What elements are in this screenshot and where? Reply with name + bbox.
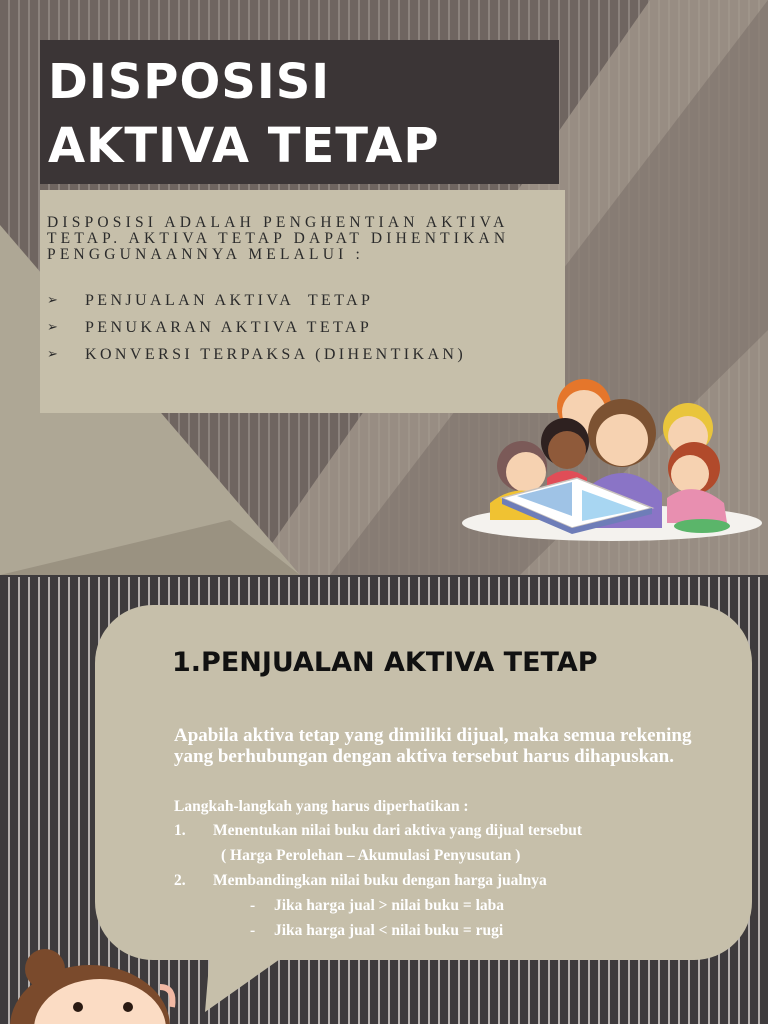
title-box [40, 40, 559, 184]
dash-bullet: - [250, 897, 256, 914]
children-reading-illustration-icon [462, 378, 768, 548]
arrow-bullet-icon: ➢ [47, 293, 58, 308]
definition-text: DISPOSISI ADALAH PENGHENTIAN AKTIVA TETAP. AKTIVA TETAP DAPAT DIHENTIKAN PENGGUNAANNYA MELALUI : [47, 214, 510, 263]
list-item-label: PENJUALAN AKTIVA TETAP [85, 292, 374, 309]
step-number: 1. [174, 822, 186, 839]
rule-loss: Jika harga jual < nilai buku = rugi [274, 922, 504, 939]
dash-bullet: - [250, 922, 256, 939]
speech-bubble [95, 605, 752, 960]
method-list [47, 287, 565, 368]
list-item-label: KONVERSI TERPAKSA (DIHENTIKAN) [85, 346, 467, 363]
section-heading: 1.PENJUALAN AKTIVA TETAP [172, 647, 598, 678]
title-line-1: DISPOSISI [48, 54, 331, 110]
steps-title: Langkah-langkah yang harus diperhatikan : [174, 798, 469, 815]
list-item [47, 287, 565, 314]
arrow-bullet-icon: ➢ [47, 347, 58, 362]
rule-profit: Jika harga jual > nilai buku = laba [274, 897, 505, 914]
list-item-label: PENUKARAN AKTIVA TETAP [85, 319, 373, 336]
slide-title [48, 50, 559, 178]
step-text: Membandingkan nilai buku dengan harga jualnya [213, 872, 547, 889]
title-line-2: AKTIVA TETAP [48, 118, 440, 174]
slide-penjualan [0, 577, 768, 1024]
step-detail: ( Harga Perolehan – Akumulasi Penyusutan ) [221, 847, 521, 864]
intro-text: Apabila aktiva tetap yang dimiliki dijual, maka semua rekening yang berhubungan dengan aktiva tersebut harus dihapuskan. [174, 725, 692, 767]
step-text: Menentukan nilai buku dari aktiva yang dijual tersebut [213, 822, 583, 839]
arrow-bullet-icon: ➢ [47, 320, 58, 335]
step-number: 2. [174, 872, 186, 889]
list-item [47, 314, 565, 341]
girl-face-illustration-icon [0, 947, 200, 1024]
list-item [47, 341, 565, 368]
